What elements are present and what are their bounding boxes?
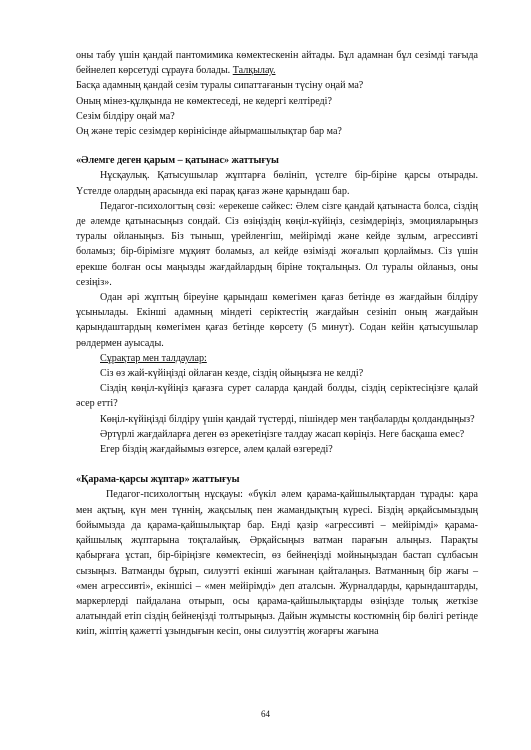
opposite-pairs-paragraph: Педагог-психологтың нұсқауы: «бүкіл әлем қарама-қайшылықтардан тұрады: қара мен ақтың, күн мен түннің, жақсылық пен жамандықтың күресі. Біздің әрқайсымыздың бойымызда да қарама-қайшылықтар бар. Енді қазір «агрессивті – мейірімді» қарама-қайшылық жұптарына тоқталайық. Әрқайсыңыз ватман парағын алыңыз. Парақты қабырғаға ұстап, бір-біріңізге көмектесіп, өз бейнеңізді мойныңыздан бастап сұлбасын сызыңыз. Ватманды бұрып, силуэтті екінші жағынан қайталаңыз. Ватманның бір жағы – «мен агрессивті», екіншісі – «мен мейірімді» деп аталсын. Журналдарды, қарындаштарды, маркерлерді пайдалана отырып, осы қарама-қайшылықтарды өзіңізде толық жеткізе алатындай етіп сіздің бейнеңізді толтырыңыз. Дайын жұмысты костюмнің бір бөлігі ретінде киіп, жіптің қажетті ұзындығын кесіп, оны силуэттің жоғарғы жағына	[76, 489, 478, 638]
analysis-question-5: Егер біздің жағдайымыз өзгерсе, әлем қалай өзгереді?	[100, 444, 333, 456]
top-question-1: Басқа адамның қандай сезім туралы сипаттағанын түсіну оңай ма?	[76, 80, 364, 92]
top-paragraph	[76, 48, 478, 78]
page-number: 64	[261, 709, 270, 719]
task-paragraph: Одан әрі жұптың біреуіне қарындаш көмегімен қағаз бетінде өз жағдайын білдіру ұсынылады. Екінші адамның міндеті серіктестің жағдайын сезініп оның жағдайын қарындаштардың көмегімен қағаз бетінде көрсету (5 минут). Содан кейін қатысушылар рөлдермен ауысады.	[76, 292, 478, 349]
spacer	[76, 457, 478, 472]
analysis-question-3: Көңіл-күйіңізді білдіру үшін қандай түстерді, пішіндер мен таңбаларды қолдандыңыз?	[100, 413, 475, 425]
page-content	[76, 48, 478, 640]
analysis-question-1: Сіз өз жай-күйіңізді ойлаған кезде, сіздің ойыңызға не келді?	[100, 368, 364, 380]
top-question-4: Оң және теріс сезімдер көрінісінде айырмашылықтар бар ма?	[76, 126, 342, 138]
top-question-2: Оның мінез-құлқында не көмектеседі, не кедергі келтіреді?	[76, 95, 332, 107]
questions-title: Сұрақтар мен талдаулар:	[100, 352, 207, 364]
section-heading-opposite-pairs: «Қарама-қарсы жұптар» жаттығуы	[76, 474, 240, 486]
analysis-question-4: Әртүрлі жағдайларға деген өз әрекетіңізге талдау жасап көріңіз. Неге басқаша емес?	[100, 428, 465, 440]
section-heading-world-relation: «Әлемге деген қарым – қатынас» жаттығуы	[76, 155, 279, 167]
instruction-paragraph: Нұсқаулық. Қатысушылар жұптарға бөлініп, үстелге бір-біріне қарсы отырады. Үстелде олардың арасында екі парақ қағаз және қарындаш бар.	[76, 170, 478, 197]
psychologist-speech-paragraph: Педагог-психологтың сөзі: «ерекеше сәйкес: Әлем сізге қандай қатынаста болса, сіздің де әлемде қатынасыңыз сондай. Сіз өзіңіздің көңіл-күйіңіз, сезімдеріңіз, эмоцияларыңыз туралы ойланыңыз. Біз тыныш, үрейленгіш, мейірімді және кейде зұлым, агрессивті боламыз; бір-бірімізге мұқият боламыз, ал кейде өзімізді жоғалып қорлаймыз. Сіз үшін ерекше болған осы маңызды жағдайлардың біріне тоқталыңыз. Ол туралы ойланыз, оны сезіңіз».	[76, 200, 478, 288]
top-paragraph-text: оны табу үшін қандай пантомимика көмектескенін айтады. Бұл адамнан бұл сезімді тағыда бейнелеп көрсетуді сұрауға болады.	[76, 50, 478, 77]
top-question-3: Сезім білдіру оңай ма?	[76, 110, 175, 122]
analysis-question-2: Сіздің көңіл-күйіңіз қағазға сурет саларда қандай болды, сіздің серіктесіңізге қалай әсер етті?	[76, 383, 478, 410]
discussion-label: Талқылау.	[232, 65, 276, 77]
spacer	[76, 139, 478, 153]
